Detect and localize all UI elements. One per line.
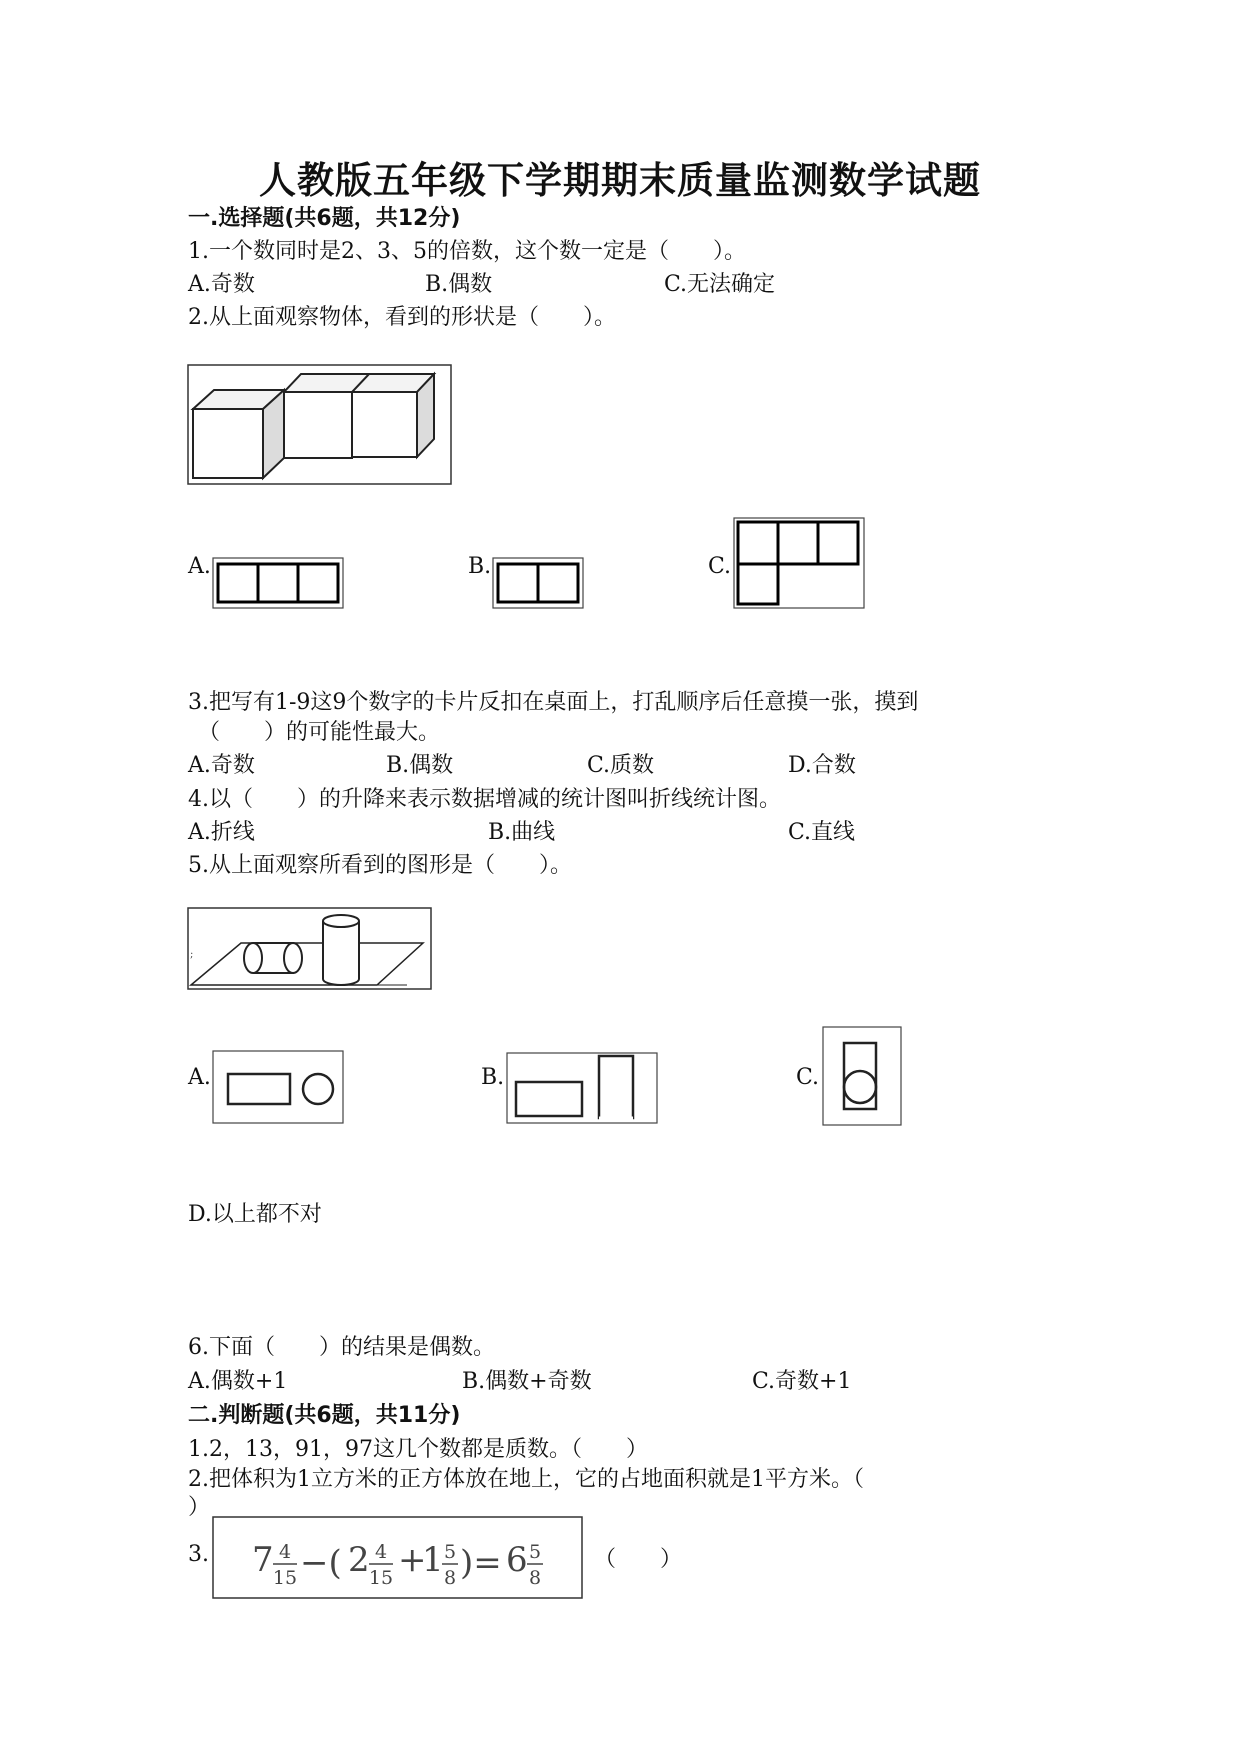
formula-whole-1: 7 <box>252 1540 274 1580</box>
q1-option-c: C.无法确定 <box>664 272 776 297</box>
formula-num-2: 4 <box>374 1541 388 1563</box>
svg-text:;: ; <box>190 949 194 960</box>
formula-minus-open: −( <box>300 1543 342 1583</box>
judgment-1-text: 1.2，13，91，97这几个数都是质数。（ ） <box>188 1437 648 1462</box>
q4-option-b: B.曲线 <box>488 820 556 845</box>
question-1-text: 1.一个数同时是2、3、5的倍数，这个数一定是（ ）。 <box>188 239 746 264</box>
judgment-3-answer-blank: （ ） <box>594 1547 683 1572</box>
q1-option-b: B.偶数 <box>425 272 493 297</box>
formula-num-4: 5 <box>528 1541 542 1563</box>
question-5-text: 5.从上面观察所看到的图形是（ ）。 <box>188 853 572 878</box>
formula-num-1: 4 <box>278 1541 292 1563</box>
q1-option-a: A.奇数 <box>188 272 255 297</box>
question-3-text-line2: （ ）的可能性最大。 <box>198 720 441 745</box>
q3-option-c: C.质数 <box>587 753 655 778</box>
q6-option-b: B.偶数+奇数 <box>462 1369 592 1394</box>
page-title: 人教版五年级下学期期末质量监测数学试题 <box>259 159 981 202</box>
q5-option-a-label: A. <box>188 1065 211 1090</box>
q4-option-c: C.直线 <box>788 820 856 845</box>
judgment-3-formula <box>212 1516 584 1600</box>
formula-num-3: 5 <box>443 1541 457 1563</box>
q4-option-a: A.折线 <box>188 820 255 845</box>
question-4-text: 4.以（ ）的升降来表示数据增减的统计图叫折线统计图。 <box>188 787 781 812</box>
q5-cylinders-figure <box>187 907 433 991</box>
q2-option-a-figure <box>212 557 344 609</box>
formula-den-4: 8 <box>528 1567 542 1589</box>
judgment-2-text-line1: 2.把体积为1立方米的正方体放在地上，它的占地面积就是1平方米。（ <box>188 1467 864 1492</box>
formula-plus: + <box>398 1540 427 1580</box>
question-3-text-line1: 3.把写有1-9这9个数字的卡片反扣在桌面上，打乱顺序后任意摸一张，摸到 <box>188 690 919 715</box>
q3-option-a: A.奇数 <box>188 753 255 778</box>
q2-option-a-label: A. <box>188 554 211 579</box>
q3-option-d: D.合数 <box>788 753 856 778</box>
formula-whole-4: 6 <box>506 1540 528 1580</box>
q2-option-b-figure <box>492 557 584 609</box>
judgment-3-label: 3. <box>188 1542 209 1567</box>
section-heading-judgment: 二.判断题(共6题，共11分) <box>188 1403 461 1428</box>
formula-whole-2: 2 <box>348 1540 370 1580</box>
q5-option-b-label: B. <box>481 1065 505 1090</box>
q2-option-b-label: B. <box>468 554 492 579</box>
q5-option-b-figure <box>506 1052 658 1124</box>
formula-eq: )= <box>460 1543 502 1583</box>
q5-option-d: D.以上都不对 <box>188 1202 322 1227</box>
question-6-text: 6.下面（ ）的结果是偶数。 <box>188 1335 495 1360</box>
q2-option-c-figure <box>733 517 865 609</box>
question-2-text: 2.从上面观察物体，看到的形状是（ ）。 <box>188 305 616 330</box>
q5-option-c-figure <box>822 1026 902 1126</box>
judgment-2-text-line2: ） <box>188 1495 211 1520</box>
formula-den-3: 8 <box>443 1567 457 1589</box>
q6-option-c: C.奇数+1 <box>752 1369 852 1394</box>
section-heading-choice: 一.选择题(共6题，共12分) <box>188 206 461 231</box>
q6-option-a: A.偶数+1 <box>188 1369 288 1394</box>
q2-option-c-label: C. <box>708 554 732 579</box>
q5-option-a-figure <box>212 1050 344 1124</box>
q2-cubes-figure <box>187 364 453 486</box>
formula-whole-3: 1 <box>422 1540 444 1580</box>
q3-option-b: B.偶数 <box>386 753 454 778</box>
formula-den-1: 15 <box>272 1567 298 1589</box>
formula-den-2: 15 <box>368 1567 394 1589</box>
q5-option-c-label: C. <box>796 1065 820 1090</box>
